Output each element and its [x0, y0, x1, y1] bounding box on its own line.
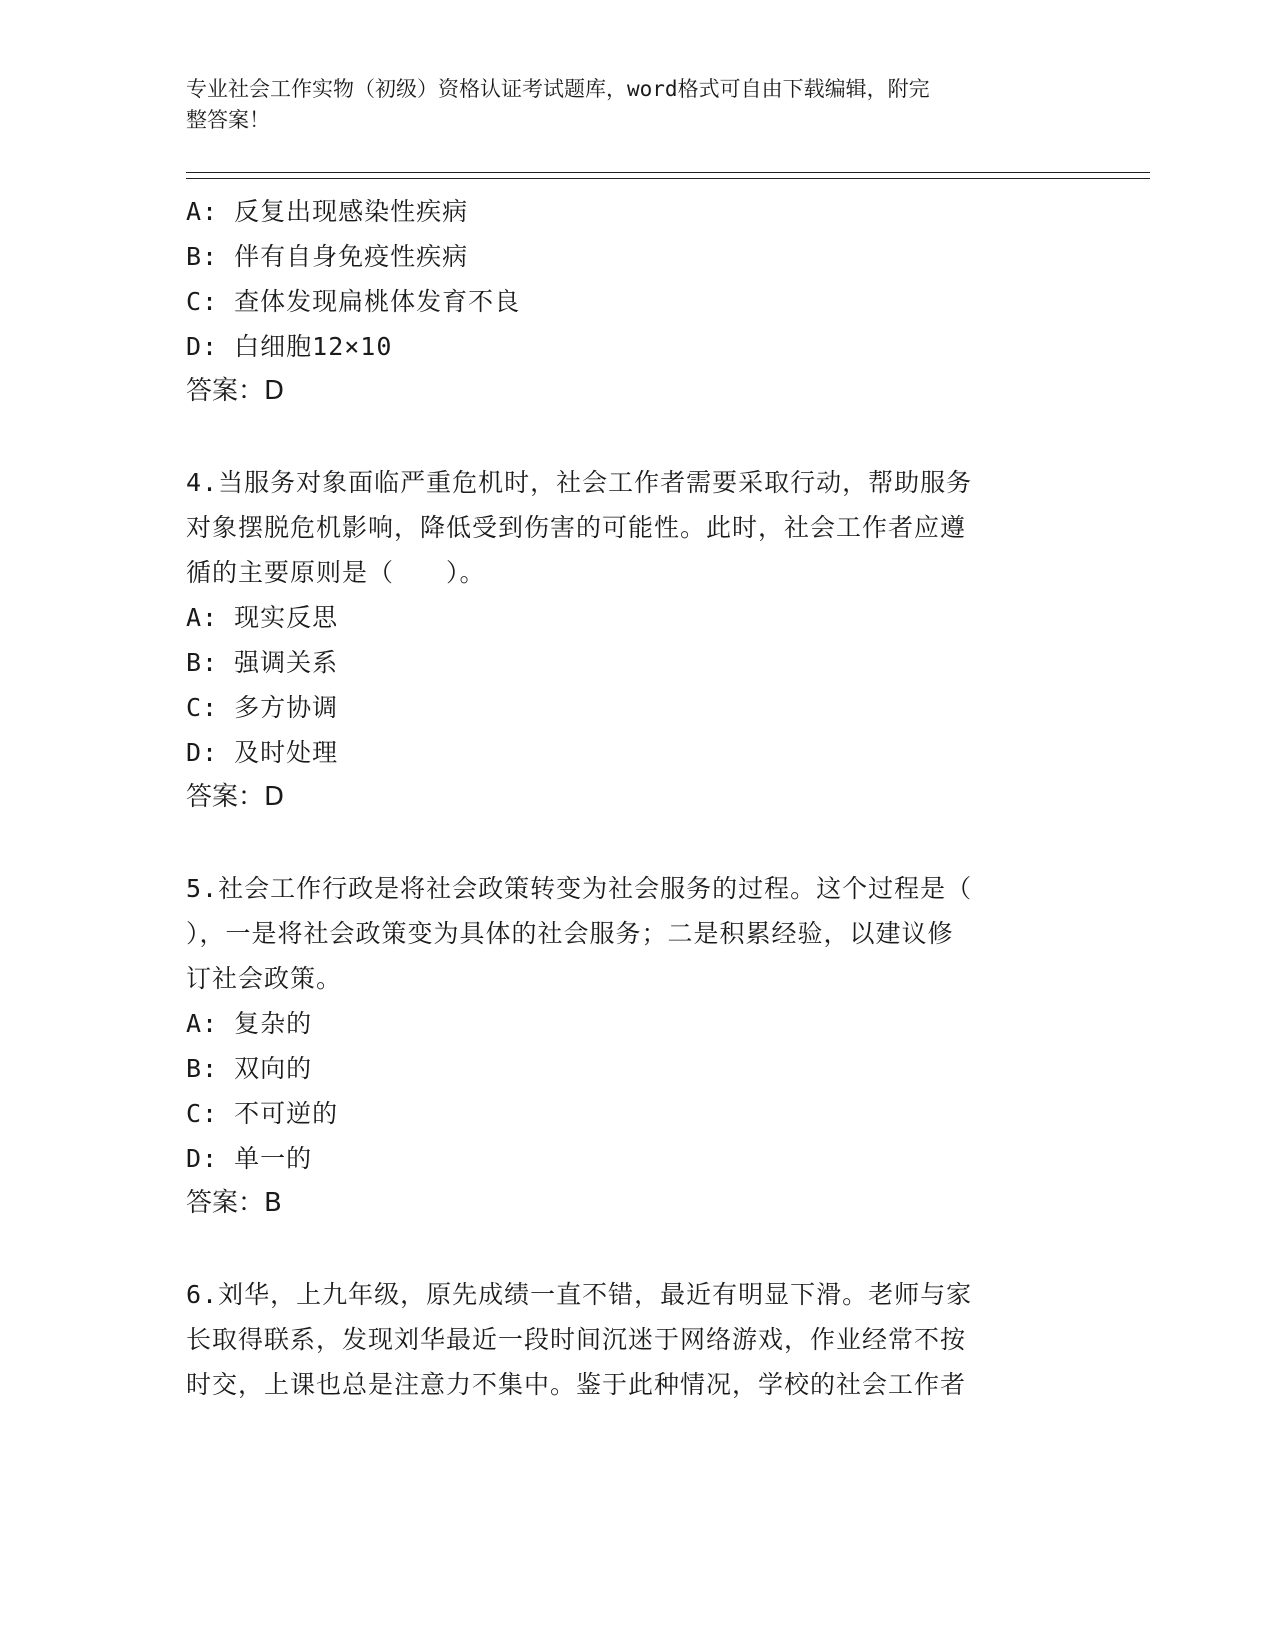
- option-b: B: 强调关系: [186, 648, 339, 677]
- header-line-2: 整答案！: [186, 108, 270, 132]
- question-line: 6.刘华，上九年级，原先成绩一直不错，最近有明显下滑。老师与家: [186, 1280, 973, 1309]
- question-list: [186, 189, 1066, 1407]
- header-line-1: 专业社会工作实物（初级）资格认证考试题库，word格式可自由下载编辑，附完: [186, 77, 930, 101]
- header-rule-bottom: [186, 178, 1150, 179]
- option-a: A: 复杂的: [186, 1009, 313, 1038]
- question-line: ），一是将社会政策变为具体的社会服务；二是积累经验，以建议修: [186, 919, 954, 948]
- header-rule-top: [186, 172, 1150, 173]
- question-line: 循的主要原则是（ ）。: [186, 558, 486, 587]
- question-line: 时交，上课也总是注意力不集中。鉴于此种情况，学校的社会工作者: [186, 1370, 967, 1399]
- option-a: A: 现实反思: [186, 603, 339, 632]
- question-line: 4.当服务对象面临严重危机时，社会工作者需要采取行动，帮助服务: [186, 468, 973, 497]
- question-6-block: [186, 1272, 1066, 1407]
- option-d: D: 白细胞12×10: [186, 332, 393, 361]
- option-c: C: 查体发现扁桃体发育不良: [186, 287, 521, 316]
- question-line: 5.社会工作行政是将社会政策转变为社会服务的过程。这个过程是（: [186, 874, 973, 903]
- option-d: D: 及时处理: [186, 738, 339, 767]
- question-5-block: [186, 866, 1066, 1226]
- question-4-block: [186, 460, 1066, 820]
- option-a: A: 反复出现感染性疾病: [186, 197, 469, 226]
- question-text: [186, 866, 1066, 1001]
- answer-line: 答案：D: [186, 782, 285, 812]
- option-c: C: 多方协调: [186, 693, 339, 722]
- option-b: B: 双向的: [186, 1054, 313, 1083]
- question-line: 订社会政策。: [186, 964, 343, 993]
- question-line: 长取得联系，发现刘华最近一段时间沉迷于网络游戏，作业经常不按: [186, 1325, 967, 1354]
- answer-line: 答案：B: [186, 1188, 282, 1218]
- question-text: [186, 460, 1066, 595]
- question-text: [186, 1272, 1066, 1407]
- option-d: D: 单一的: [186, 1144, 313, 1173]
- question-3-block: [186, 189, 1066, 414]
- option-c: C: 不可逆的: [186, 1099, 339, 1128]
- answer-line: 答案：D: [186, 376, 285, 406]
- question-line: 对象摆脱危机影响，降低受到伤害的可能性。此时，社会工作者应遵: [186, 513, 967, 542]
- option-b: B: 伴有自身免疫性疾病: [186, 242, 469, 271]
- page-header: [186, 74, 1066, 136]
